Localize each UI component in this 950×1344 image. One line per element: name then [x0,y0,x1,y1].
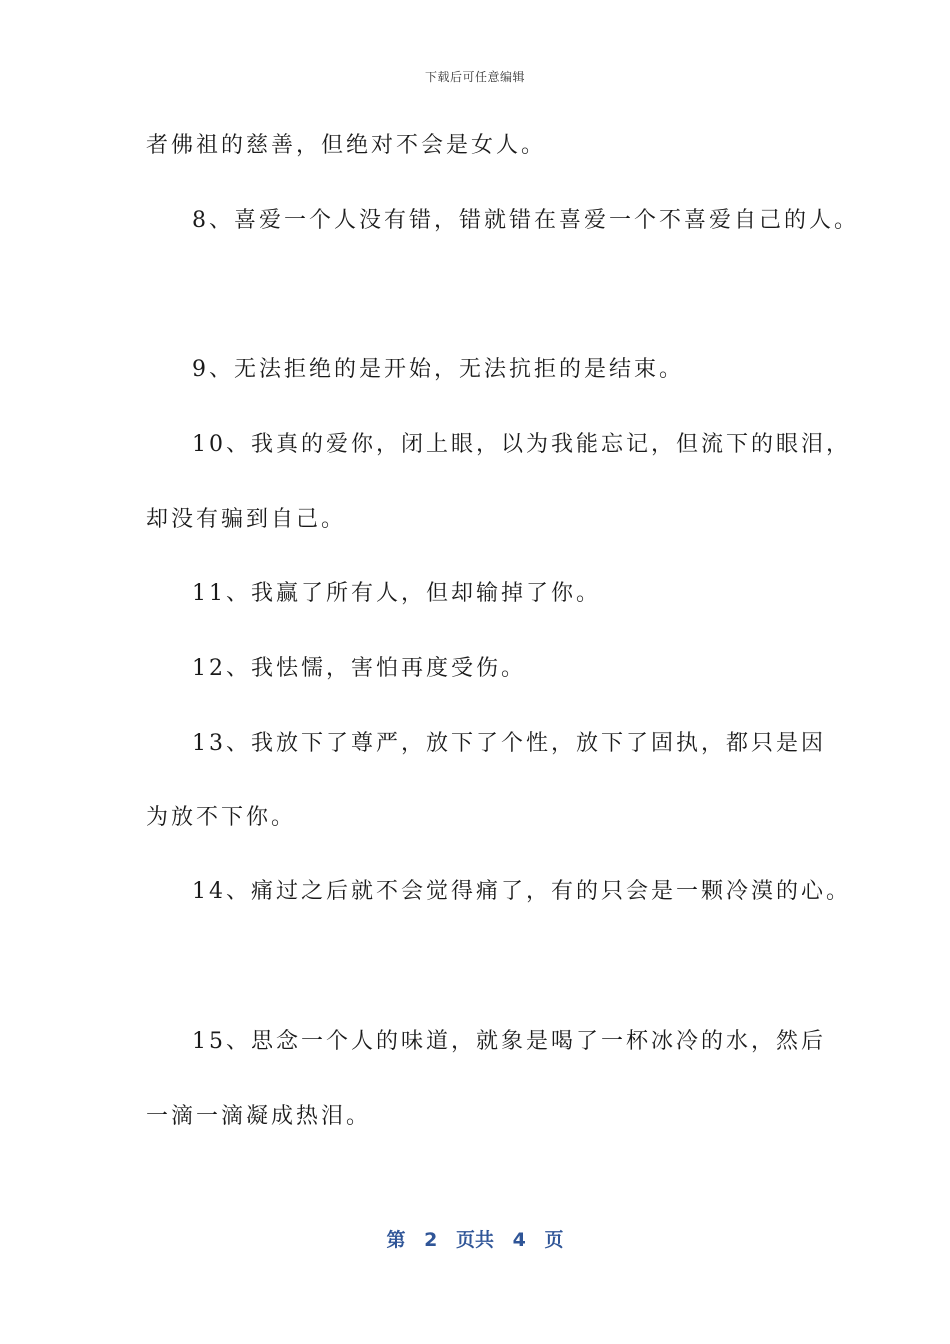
footer-prefix: 第 [386,1229,406,1251]
text-line: 12、我怯懦，害怕再度受伤。 [192,656,526,681]
page-footer [0,1225,950,1252]
text-line: 14、痛过之后就不会觉得痛了，有的只会是一颗冷漠的心。 [192,879,851,904]
text-line: 13、我放下了尊严，放下了个性，放下了固执，都只是因 [192,731,826,756]
text-line: 者佛祖的慈善，但绝对不会是女人。 [146,133,547,158]
footer-middle: 页共 [455,1229,494,1251]
text-line: 一滴一滴凝成热泪。 [146,1104,372,1129]
text-line: 8、喜爱一个人没有错，错就错在喜爱一个不喜爱自己的人。 [192,208,859,233]
total-pages-number: 4 [512,1229,526,1251]
text-line: 9、无法拒绝的是开始，无法抗拒的是结束。 [192,357,684,382]
text-line: 15、思念一个人的味道，就象是喝了一杯冰冷的水，然后 [192,1029,826,1054]
header-note: 下载后可任意编辑 [424,70,525,84]
text-line: 为放不下你。 [146,805,297,830]
text-line: 11、我赢了所有人，但却输掉了你。 [192,581,601,606]
footer-suffix: 页 [544,1229,564,1251]
current-page-number: 2 [424,1229,438,1251]
text-line: 却没有骗到自己。 [146,507,347,532]
text-line: 10、我真的爱你，闭上眼，以为我能忘记，但流下的眼泪， [192,432,851,457]
